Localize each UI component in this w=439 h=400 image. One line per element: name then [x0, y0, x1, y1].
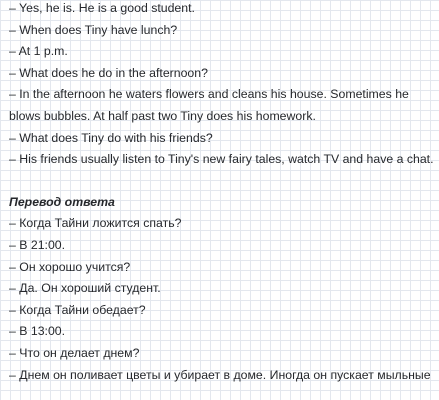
russian-line-8: – Днем он поливает цветы и убирает в доме. Иногда он пускает мыльные — [9, 367, 431, 382]
section-spacer — [9, 171, 435, 192]
russian-line-3: – Он хорошо учится? — [9, 259, 131, 274]
english-line-6: – What does Tiny do with his friends? — [9, 130, 213, 145]
english-line-1: – Yes, he is. He is a good student. — [9, 1, 195, 15]
english-line-3: – At 1 p.m. — [9, 44, 68, 59]
russian-line-2: – В 21:00. — [9, 237, 66, 252]
translation-heading: Перевод ответа — [9, 194, 115, 209]
russian-line-5: – Когда Тайни обедает? — [9, 302, 146, 317]
english-line-7: – His friends usually listen to Tiny's new fairy tales, watch TV and have a chat. — [9, 152, 434, 167]
russian-line-1: – Когда Тайни ложится спать? — [9, 216, 182, 231]
english-line-2: – When does Tiny have lunch? — [9, 22, 178, 37]
russian-line-6: – В 13:00. — [9, 324, 66, 339]
english-line-4: – What does he do in the afternoon? — [9, 65, 208, 80]
english-line-5: – In the afternoon he waters flowers and cleans his house. Sometimes he blows bubbles. At half past two Tiny does his homework. — [9, 87, 409, 123]
russian-line-4: – Да. Он хороший студент. — [9, 281, 161, 296]
russian-line-7: – Что он делает днем? — [9, 345, 140, 360]
document-body — [9, 0, 435, 386]
